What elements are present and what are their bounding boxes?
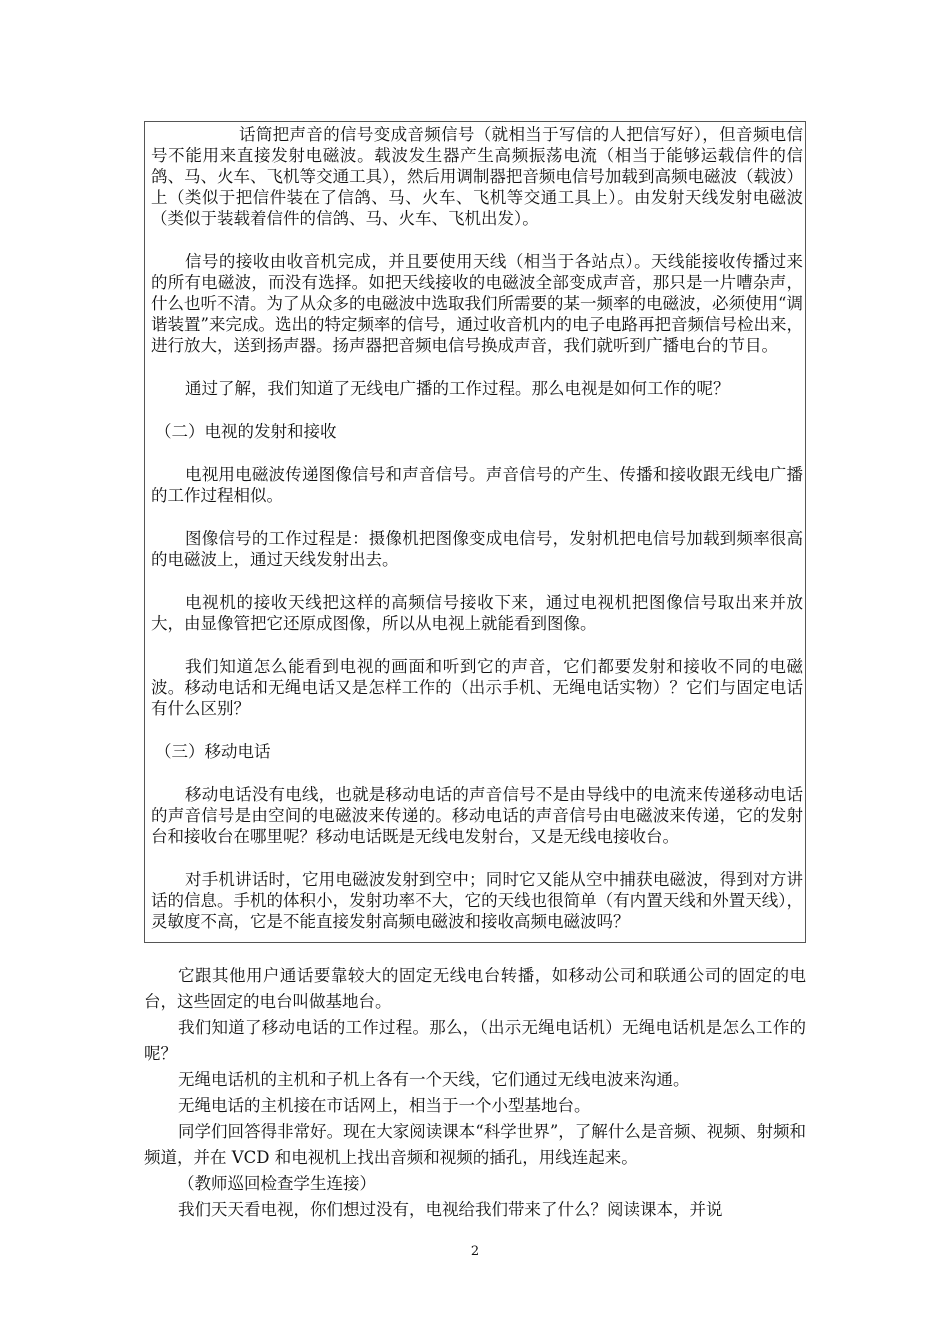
section-heading-tv: （二）电视的发射和接收 [155, 422, 337, 441]
paragraph-phone-question: 我们知道怎么能看到电视的画面和听到它的声音，它们都要发射和接收不同的电磁波。移动电话和无绳电话又是怎样工作的（出示手机、无绳电话实物）？它们与固定电话有什么区别？ [151, 657, 803, 718]
paragraph-image-signal: 图像信号的工作过程是：摄像机把图像变成电信号，发射机把电信号加载到频率很高的电磁波上，通过天线发射出去。 [151, 529, 803, 569]
bordered-text-box [144, 121, 806, 943]
paragraph-base-station: 它跟其他用户通话要靠较大的固定无线电台转播，如移动公司和联通公司的固定的电台，这些固定的电台叫做基地台。 [144, 966, 806, 1011]
page-number: 2 [470, 1244, 480, 1259]
paragraph-cordless-antenna: 无绳电话机的主机和子机上各有一个天线，它们通过无线电波来沟通。 [178, 1070, 690, 1089]
paragraph-tv-signals: 电视用电磁波传递图像信号和声音信号。声音信号的产生、传播和接收跟无线电广播的工作过程相似。 [151, 465, 803, 505]
paragraph-handset: 对手机讲话时，它用电磁波发射到空中；同时它又能从空中捕获电磁波，得到对方讲话的信息。手机的体积小，发射功率不大，它的天线也很简单（有内置天线和外置天线），灵敏度不高，它是不能直接发射高频电磁波和接收高频电磁波吗？ [151, 870, 803, 931]
paragraph-radio-reception: 信号的接收由收音机完成，并且要使用天线（相当于各站点）。天线能接收传播过来的所有电磁波，而没有选择。如把天线接收的电磁波全部变成声音，那只是一片嘈杂声，什么也听不清。为了从众多的电磁波中选取我们所需要的某一频率的电磁波，必须使用“调谐装置”来完成。选出的特定频率的信号，通过收音机内的电子电路再把音频信号检出来，进行放大，送到扬声器。扬声器把音频电信号换成声音，我们就听到广播电台的节目。 [151, 252, 803, 355]
paragraph-audio-signal: 话筒把声音的信号变成音频信号（就相当于写信的人把信写好），但音频电信号不能用来直接发射电磁波。载波发生器产生高频振荡电流（相当于能够运载信件的信鸽、马、火车、飞机等交通工具），然后用调制器把音频电信号加载到高频电磁波（载波）上（类似于把信件装在了信鸽、马、火车、飞机等交通工具上）。由发射天线发射电磁波（类似于装载着信件的信鸽、马、火车、飞机出发）。 [151, 125, 803, 228]
paragraph-tv-receiver: 电视机的接收天线把这样的高频信号接收下来，通过电视机把图像信号取出来并放大，由显像管把它还原成图像，所以从电视上就能看到图像。 [151, 593, 803, 633]
body-text [144, 963, 806, 1223]
paragraph-cordless-question: 我们知道了移动电话的工作过程。那么，（出示无绳电话机）无绳电话机是怎么工作的呢？ [144, 1018, 806, 1063]
paragraph-teacher-check: （教师巡回检查学生连接） [178, 1174, 376, 1193]
paragraph-tv-reflection: 我们天天看电视，你们想过没有，电视给我们带来了什么？阅读课本，并说 [178, 1200, 723, 1219]
paragraph-mobile-phone: 移动电话没有电线，也就是移动电话的声音信号不是由导线中的电流来传递移动电话的声音信号是由空间的电磁波来传递的。移动电话的声音信号由电磁波来传递，它的发射台和接收台在哪里呢？移动电话既是无线电发射台，又是无线电接收台。 [151, 785, 803, 846]
paragraph-cordless-base: 无绳电话的主机接在市话网上，相当于一个小型基地台。 [178, 1096, 591, 1115]
paragraph-reading-task: 同学们回答得非常好。现在大家阅读课本“科学世界”，了解什么是音频、视频、射频和频道，并在 VCD 和电视机上找出音频和视频的插孔，用线连起来。 [144, 1122, 806, 1167]
paragraph-tv-question: 通过了解，我们知道了无线电广播的工作过程。那么电视是如何工作的呢？ [185, 379, 730, 398]
section-heading-mobile: （三）移动电话 [155, 742, 271, 761]
